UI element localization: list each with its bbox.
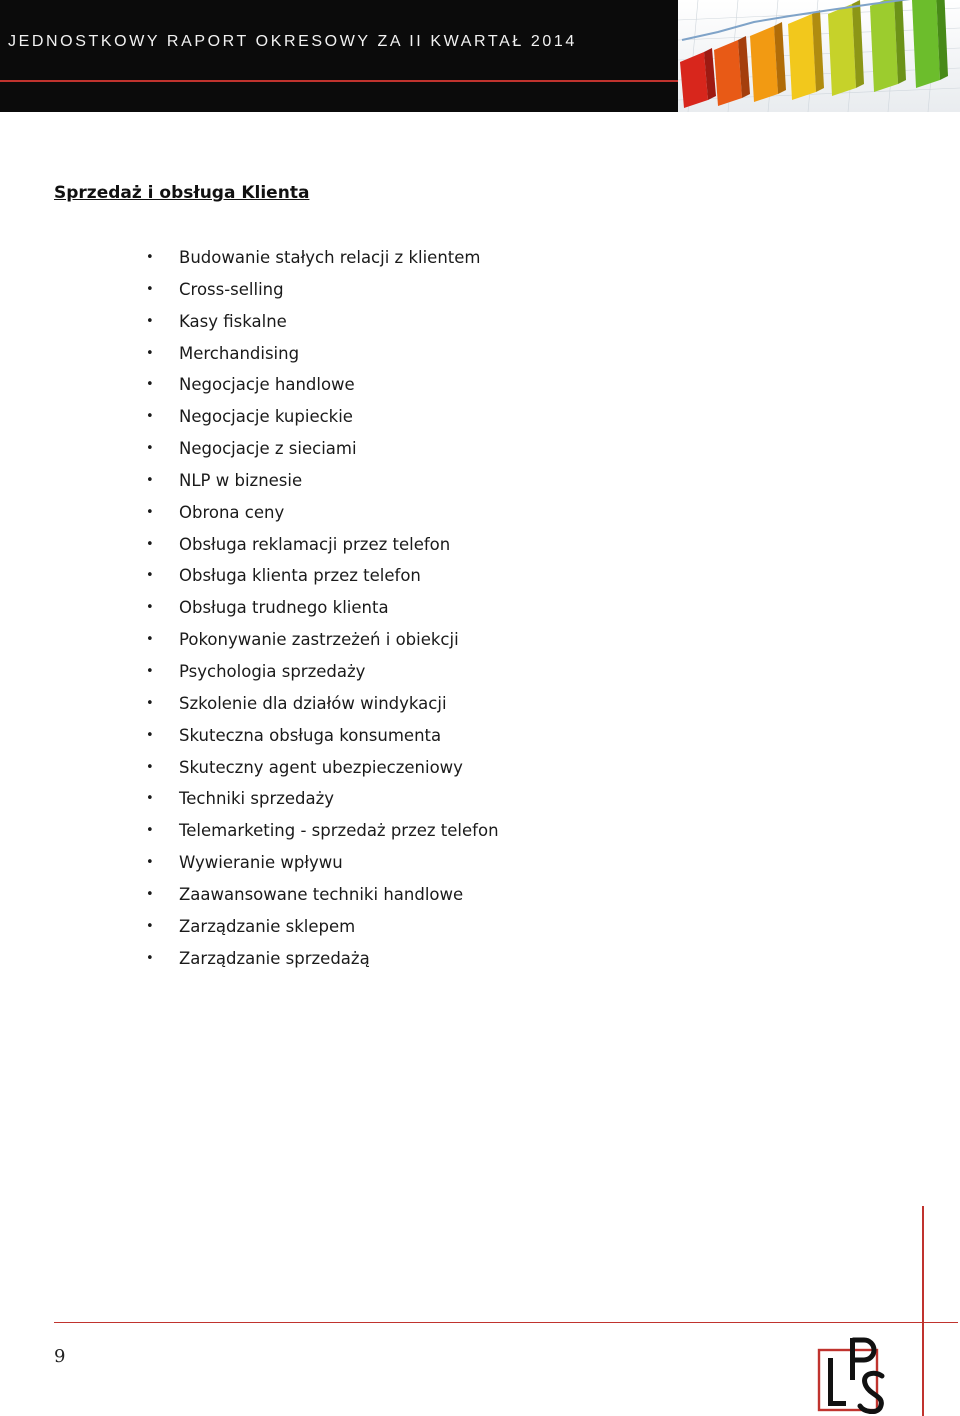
bullet-icon: • bbox=[146, 250, 154, 265]
topic-label: Skuteczna obsługa konsumenta bbox=[179, 725, 442, 745]
topic-label: Negocjacje kupieckie bbox=[179, 407, 353, 427]
bullet-icon: • bbox=[146, 345, 154, 361]
bullet-icon: • bbox=[146, 632, 154, 648]
topic-label: Techniki sprzedaży bbox=[179, 789, 335, 809]
bullet-icon: • bbox=[146, 281, 154, 297]
bullet-icon: • bbox=[146, 409, 154, 425]
topic-label: Skuteczny agent ubezpieczeniowy bbox=[179, 757, 463, 777]
bullet-icon: • bbox=[146, 950, 154, 966]
lps-logo-icon bbox=[816, 1336, 892, 1414]
bullet-icon: • bbox=[146, 918, 154, 934]
topic-label: Telemarketing - sprzedaż przez telefon bbox=[179, 821, 499, 841]
topic-label: Zarządzanie sprzedażą bbox=[179, 948, 370, 968]
topic-label: Obrona ceny bbox=[179, 502, 285, 522]
bullet-icon: • bbox=[146, 663, 154, 679]
report-title: JEDNOSTKOWY RAPORT OKRESOWY ZA II KWARTAŁ 2014 bbox=[8, 33, 577, 50]
topic-label: Zarządzanie sklepem bbox=[179, 916, 356, 936]
bullet-icon: • bbox=[146, 568, 154, 584]
report-header bbox=[0, 0, 960, 112]
section-title: Sprzedaż i obsługa Klienta bbox=[54, 183, 310, 203]
bullet-icon: • bbox=[146, 791, 154, 807]
footer-vertical-rule bbox=[922, 1206, 924, 1416]
bullet-icon: • bbox=[146, 472, 154, 488]
page-number: 9 bbox=[54, 1346, 66, 1367]
topic-label: Budowanie stałych relacji z klientem bbox=[179, 248, 481, 267]
bullet-icon: • bbox=[146, 759, 154, 775]
bullet-icon: • bbox=[146, 504, 154, 520]
topic-label: Kasy fiskalne bbox=[179, 311, 287, 331]
bullet-icon: • bbox=[146, 695, 154, 711]
topic-label: Obsługa trudnego klienta bbox=[179, 598, 389, 618]
topic-label: Merchandising bbox=[179, 343, 300, 363]
bullet-icon: • bbox=[146, 727, 154, 743]
topic-label: NLP w biznesie bbox=[179, 470, 303, 490]
bullet-icon: • bbox=[146, 313, 154, 329]
bullet-icon: • bbox=[146, 886, 154, 902]
bar-chart-growth-icon bbox=[678, 0, 960, 112]
bullet-icon: • bbox=[146, 441, 154, 457]
bullet-icon: • bbox=[146, 377, 154, 393]
bullet-icon: • bbox=[146, 855, 154, 871]
footer-divider bbox=[54, 1322, 958, 1323]
topic-label: Cross-selling bbox=[179, 279, 284, 299]
header-divider bbox=[0, 80, 678, 82]
topic-label: Negocjacje z sieciami bbox=[179, 439, 357, 459]
topic-label: Pokonywanie zastrzeżeń i obiekcji bbox=[179, 630, 459, 650]
topic-label: Negocjacje handlowe bbox=[179, 375, 355, 395]
topic-label: Obsługa klienta przez telefon bbox=[179, 566, 421, 586]
topic-label: Obsługa reklamacji przez telefon bbox=[179, 534, 451, 554]
topic-label: Szkolenie dla działów windykacji bbox=[179, 693, 447, 713]
bullet-icon: • bbox=[146, 536, 154, 552]
topic-label: Psychologia sprzedaży bbox=[179, 661, 366, 681]
bullet-icon: • bbox=[146, 600, 154, 616]
topic-label: Wywieranie wpływu bbox=[179, 853, 343, 873]
topic-label: Zaawansowane techniki handlowe bbox=[179, 884, 464, 904]
bullet-icon: • bbox=[146, 823, 154, 839]
